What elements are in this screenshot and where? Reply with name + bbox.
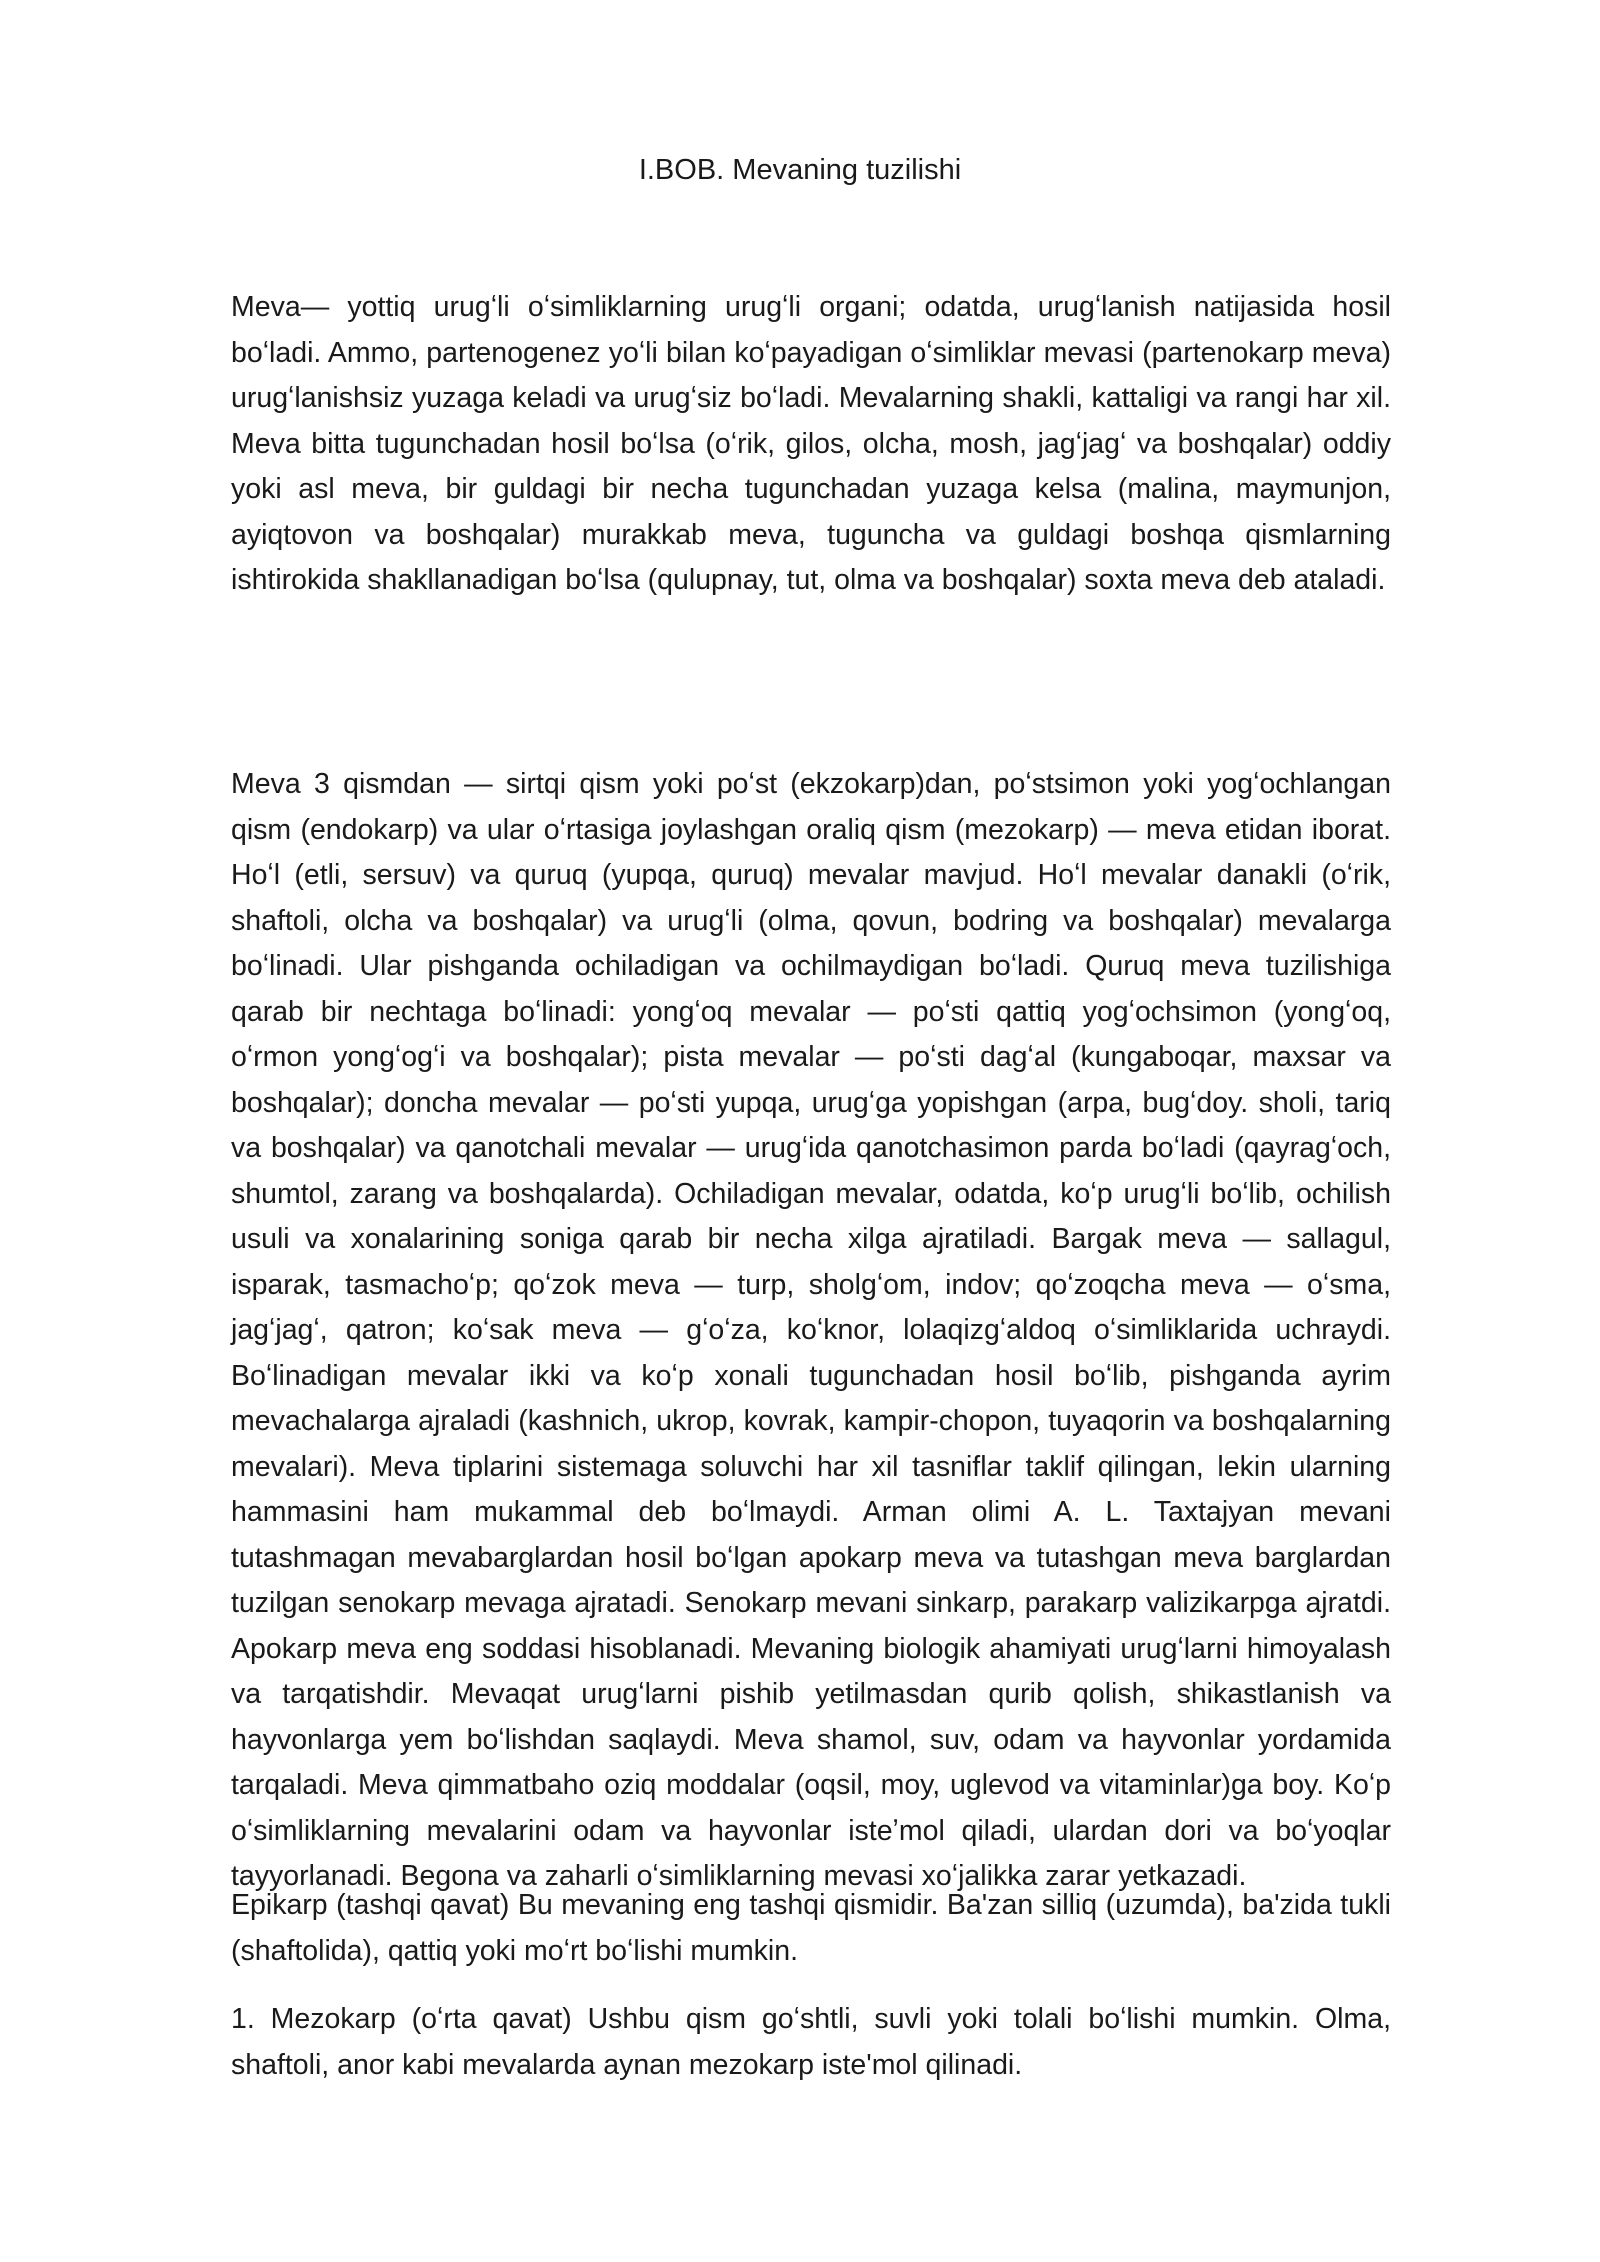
chapter-title: I.BOB. Mevaning tuzilishi <box>638 154 962 186</box>
paragraph-meva-definition: Meva— yottiq urugʻli oʻsimliklarning urugʻli organi; odatda, urugʻlanish natijasida hosil boʻladi. Ammo, partenogenez yoʻli bilan koʻpayadigan oʻsimliklar mevasi (partenokarp meva) urugʻlanishsiz yuzaga keladi va urugʻsiz boʻladi. Mevalarning shakli, kattaligi va rangi har xil. Meva bitta tugunchadan hosil boʻlsa (oʻrik, gilos, olcha, mosh, jagʻjagʻ va boshqalar) oddiy yoki asl meva, bir guldagi bir necha tugunchadan yuzaga kelsa (malina, maymunjon, ayiqtovon va boshqalar) murakkab meva, tuguncha va guldagi boshqa qismlarning ishtirokida shakllanadigan boʻlsa (qulupnay, tut, olma va boshqalar) soxta meva deb ataladi. <box>231 291 1391 596</box>
paragraph-epikarp: Epikarp (tashqi qavat) Bu mevaning eng tashqi qismidir. Ba'zan silliq (uzumda), ba'zida tukli (shaftolida), qattiq yoki moʻrt boʻlishi mumkin. <box>231 1889 1391 1967</box>
paragraph-mezokarp: 1. Mezokarp (oʻrta qavat) Ushbu qism goʻshtli, suvli yoki tolali boʻlishi mumkin. Olma, shaftoli, anor kabi mevalarda aynan mezokarp iste'mol qilinadi. <box>231 2003 1391 2081</box>
paragraph-meva-structure: Meva 3 qismdan — sirtqi qism yoki poʻst (ekzokarp)dan, poʻstsimon yoki yogʻochlangan qism (endokarp) va ular oʻrtasiga joylashgan oraliq qism (mezokarp) — meva etidan iborat. Hoʻl (etli, sersuv) va quruq (yupqa, quruq) mevalar mavjud. Hoʻl mevalar danakli (oʻrik, shaftoli, olcha va boshqalar) va urugʻli (olma, qovun, bodring va boshqalar) mevalarga boʻlinadi. Ular pishganda ochiladigan va ochilmaydigan boʻladi. Quruq meva tuzilishiga qarab bir nechtaga boʻlinadi: yongʻoq mevalar — poʻsti qattiq yogʻochsimon (yongʻoq, oʻrmon yongʻogʻi va boshqalar); pista mevalar — poʻsti dagʻal (kungaboqar, maxsar va boshqalar); doncha mevalar — poʻsti yupqa, urugʻga yopishgan (arpa, bugʻdoy. sholi, tariq va boshqalar) va qanotchali mevalar — urugʻida qanotchasimon parda boʻladi (qayragʻoch, shumtol, zarang va boshqalarda). Ochiladigan mevalar, odatda, koʻp urugʻli boʻlib, ochilish usuli va xonalarining soniga qarab bir necha xilga ajratiladi. Bargak meva — sallagul, isparak, tasmachoʻp; qoʻzok meva — turp, sholgʻom, indov; qoʻzoqcha meva — oʻsma, jagʻjagʻ, qatron; koʻsak meva — gʻoʻza, koʻknor, lolaqizgʻaldoq oʻsimliklarida uchraydi. Boʻlinadigan mevalar ikki va koʻp xonali tugunchadan hosil boʻlib, pishganda ayrim mevachalarga ajraladi (kashnich, ukrop, kovrak, kampir-chopon, tuyaqorin va boshqalarning mevalari). Meva tiplarini sistemaga soluvchi har xil tasniflar taklif qilingan, lekin ularning hammasini ham mukammal deb boʻlmaydi. Arman olimi A. L. Taxtajyan mevani tutashmagan mevabarglardan hosil boʻlgan apokarp meva va tutashgan meva barglardan tuzilgan senokarp mevaga ajratadi. Senokarp mevani sinkarp, parakarp valizikarpga ajratdi. Apokarp meva eng soddasi hisoblanadi. Mevaning biologik ahamiyati urugʻlarni himoyalash va tarqatishdir. Mevaqat urugʻlarni pishib yetilmasdan qurib qolish, shikastlanish va hayvonlarga yem boʻlishdan saqlaydi. Meva shamol, suv, odam va hayvonlar yordamida tarqaladi. Meva qimmatbaho oziq moddalar (oqsil, moy, uglevod va vitaminlar)ga boy. Koʻp oʻsimliklarning mevalarini odam va hayvonlar isteʼmol qiladi, ulardan dori va boʻyoqlar tayyorlanadi. Begona va zaharli oʻsimliklarning mevasi xoʻjalikka zarar yetkazadi. <box>231 768 1391 1892</box>
